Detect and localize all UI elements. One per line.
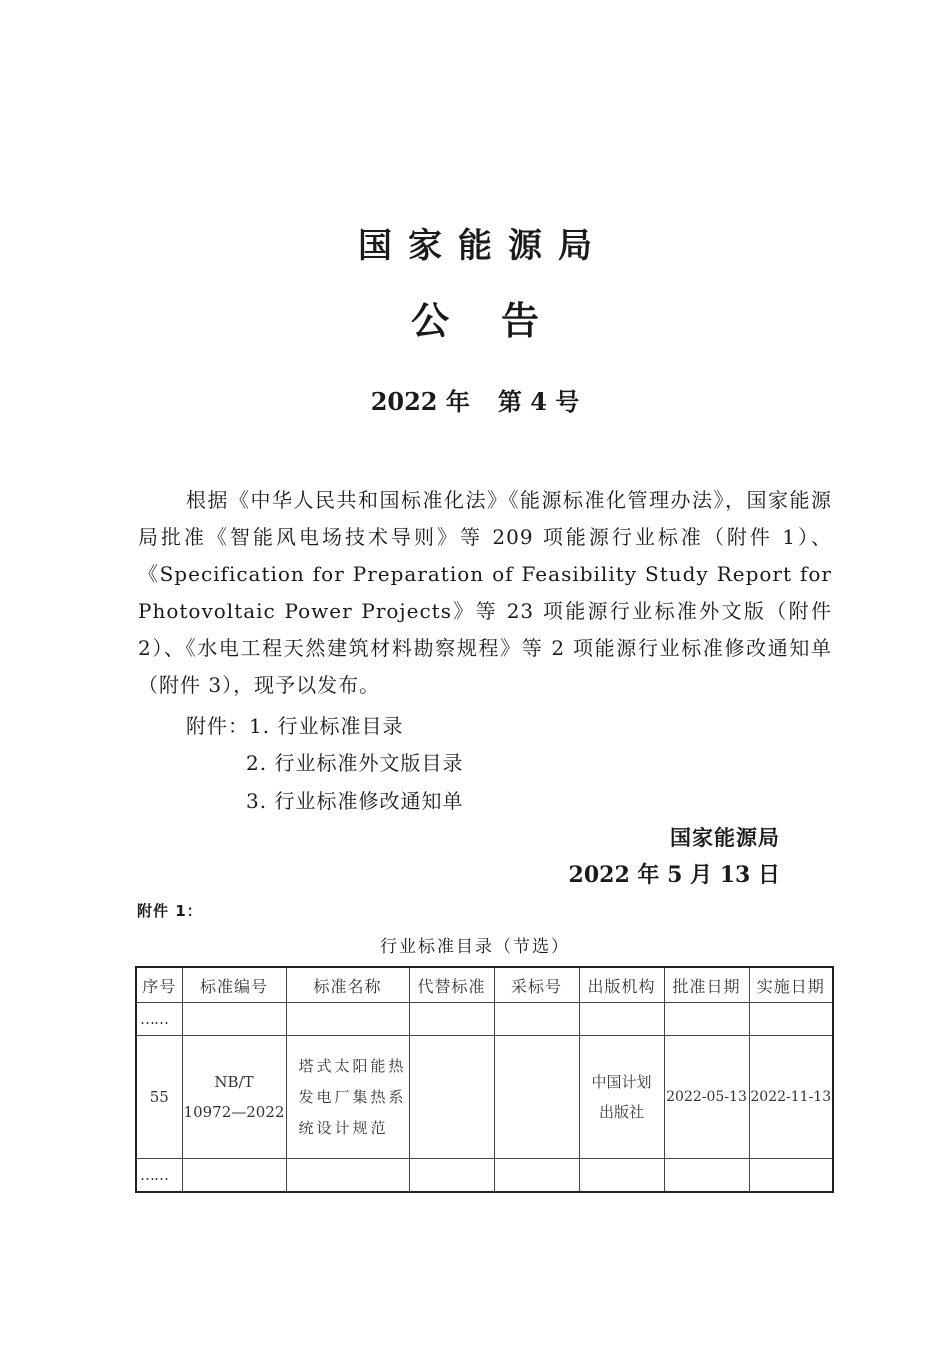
document-serial: 第 4 号 (497, 387, 580, 416)
document-type-title: 公告 (410, 299, 591, 343)
table-row (136, 1036, 833, 1159)
announcement-body (138, 482, 832, 704)
standards-catalog-table (135, 966, 834, 1193)
column-header-seq: 序号 (136, 967, 182, 1003)
table-title: 行业标准目录（节选） (380, 937, 570, 957)
column-header-publisher: 出版机构 (579, 967, 664, 1003)
document-number (0, 382, 950, 417)
ellipsis-cell: …… (136, 1003, 182, 1036)
column-header-adopted: 采标号 (494, 967, 579, 1003)
attachment-item-2: 2. 行业标准外文版目录 (246, 751, 464, 775)
column-header-effective: 实施日期 (749, 967, 833, 1003)
row-seq: 55 (136, 1036, 182, 1159)
ellipsis-cell: …… (136, 1159, 182, 1193)
row-publisher (579, 1036, 664, 1159)
announcement-paragraph: 根据《中华人民共和国标准化法》《能源标准化管理办法》，国家能源局批准《智能风电场技术导则》等 209 项能源行业标准（附件 1）、《Specification for Preparation of Feasibility Study Report for Photovoltaic Power Projects》等 23 项能源行业标准外文版（附件 2）、《水电工程天然建筑材料勘察规程》等 2 项能源行业标准修改通知单（附件 3），现予以发布。 (138, 488, 832, 697)
row-code (182, 1036, 286, 1159)
table-header-row (136, 967, 833, 1003)
signature-date: 2022 年 5 月 13 日 (568, 862, 780, 888)
row-publisher-line2: 出版社 (598, 1103, 644, 1121)
column-header-approved: 批准日期 (664, 967, 749, 1003)
document-year: 2022 年 (370, 387, 470, 416)
row-code-line2: 10972—2022 (183, 1103, 285, 1121)
row-code-line1: NB/T (214, 1073, 254, 1091)
row-replaces (409, 1036, 494, 1159)
column-header-name: 标准名称 (286, 967, 409, 1003)
row-approved-date: 2022-05-13 (664, 1036, 749, 1159)
issuing-agency-title: 国家能源局 (358, 226, 608, 266)
table-row (136, 1159, 833, 1193)
row-adopted (494, 1036, 579, 1159)
row-effective-date: 2022-11-13 (749, 1036, 833, 1159)
appendix-label: 附件 1： (137, 902, 203, 920)
signature-agency: 国家能源局 (670, 826, 780, 850)
attachment-item-1: 附件：1. 行业标准目录 (186, 714, 404, 738)
attachment-item-3: 3. 行业标准修改通知单 (246, 789, 464, 813)
row-publisher-line1: 中国计划 (591, 1073, 652, 1091)
table-row (136, 1003, 833, 1036)
column-header-replaces: 代替标准 (409, 967, 494, 1003)
column-header-code: 标准编号 (182, 967, 286, 1003)
row-name: 塔式太阳能热发电厂集热系统设计规范 (286, 1036, 409, 1159)
